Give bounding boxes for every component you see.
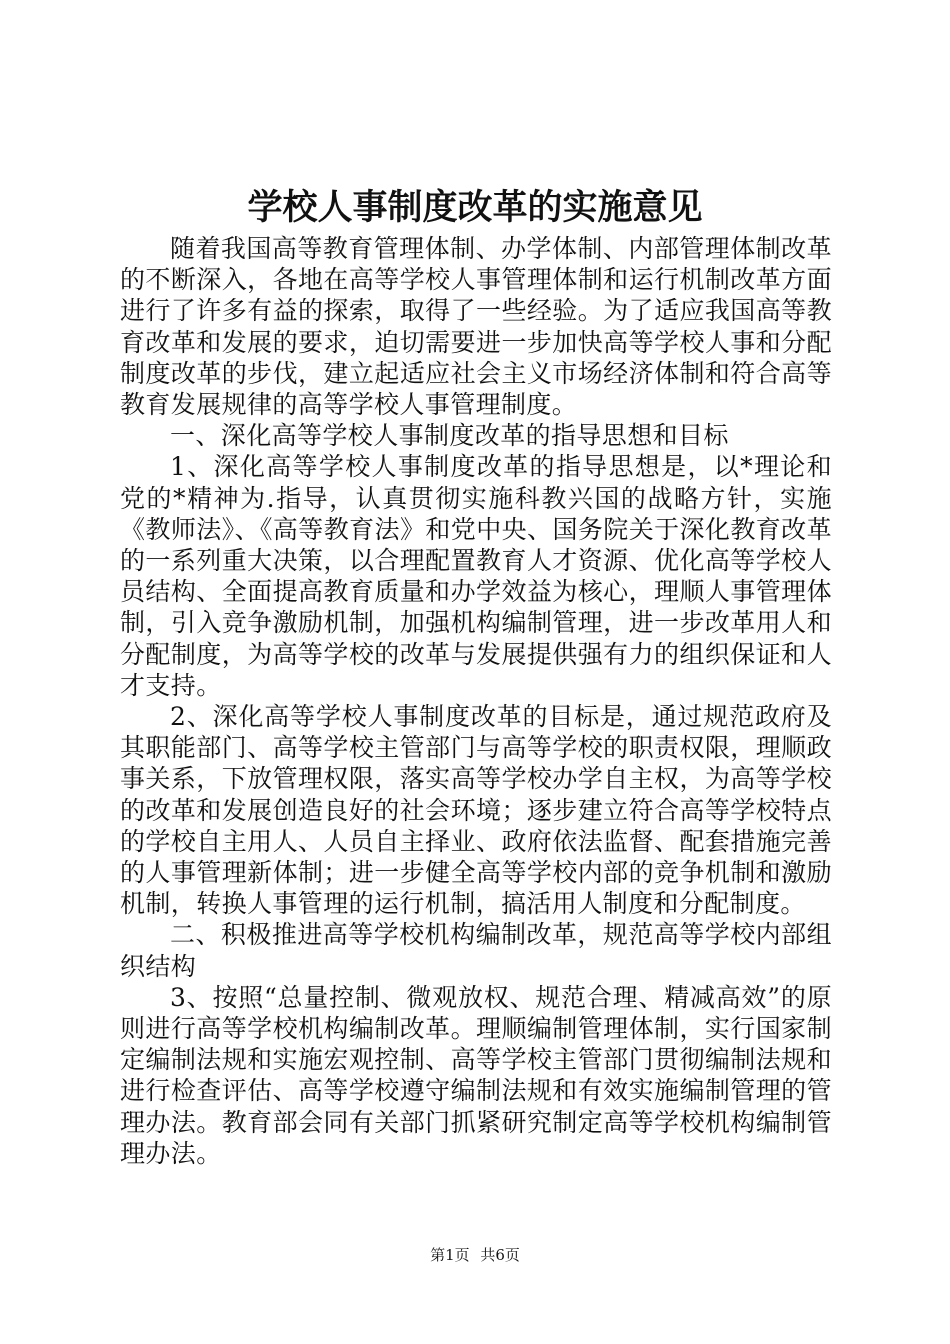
paragraph-item-3: 3、按照“总量控制、微观放权、规范合理、精减高效”的原则进行高等学校机构编制改革。理顺编制管理体制，实行国家制定编制法规和实施宏观控制、高等学校主管部门贯彻编制法规和进行检查评估、高等学校遵守编制法规和有效实施编制管理的管理办法。教育部会同有关部门抓紧研究制定高等学校机构编制管理办法。 — [120, 982, 832, 1168]
document-body — [120, 233, 832, 1169]
section-heading-2: 二、积极推进高等学校机构编制改革，规范高等学校内部组织结构 — [120, 920, 832, 981]
page-footer — [0, 1240, 950, 1270]
page-number: 第1页 — [430, 1246, 470, 1264]
paragraph-item-1: 1、深化高等学校人事制度改革的指导思想是，以*理论和党的*精神为.指导，认真贯彻实施科教兴国的战略方针，实施《教师法》、《高等教育法》和党中央、国务院关于深化教育改革的一系列重大决策，以合理配置教育人才资源、优化高等学校人员结构、全面提高教育质量和办学效益为核心，理顺人事管理体制，引入竞争激励机制，加强机构编制管理，进一步改革用人和分配制度，为高等学校的改革与发展提供强有力的组织保证和人才支持。 — [120, 452, 832, 700]
page-total: 共6页 — [480, 1246, 520, 1264]
section-heading-1: 一、深化高等学校人事制度改革的指导思想和目标 — [170, 421, 729, 451]
paragraph-intro: 随着我国高等教育管理体制、办学体制、内部管理体制改革的不断深入，各地在高等学校人事管理体制和运行机制改革方面进行了许多有益的探索，取得了一些经验。为了适应我国高等教育改革和发展的要求，迫切需要进一步加快高等学校人事和分配制度改革的步伐，建立起适应社会主义市场经济体制和符合高等教育发展规律的高等学校人事管理制度。 — [120, 234, 832, 420]
document-title: 学校人事制度改革的实施意见 — [247, 187, 703, 228]
paragraph-item-2: 2、深化高等学校人事制度改革的目标是，通过规范政府及其职能部门、高等学校主管部门与高等学校的职责权限，理顺政事关系，下放管理权限，落实高等学校办学自主权，为高等学校的改革和发展创造良好的社会环境；逐步建立符合高等学校特点的学校自主用人、人员自主择业、政府依法监督、配套措施完善的人事管理新体制；进一步健全高等学校内部的竞争机制和激励机制，转换人事管理的运行机制，搞活用人制度和分配制度。 — [120, 702, 832, 919]
